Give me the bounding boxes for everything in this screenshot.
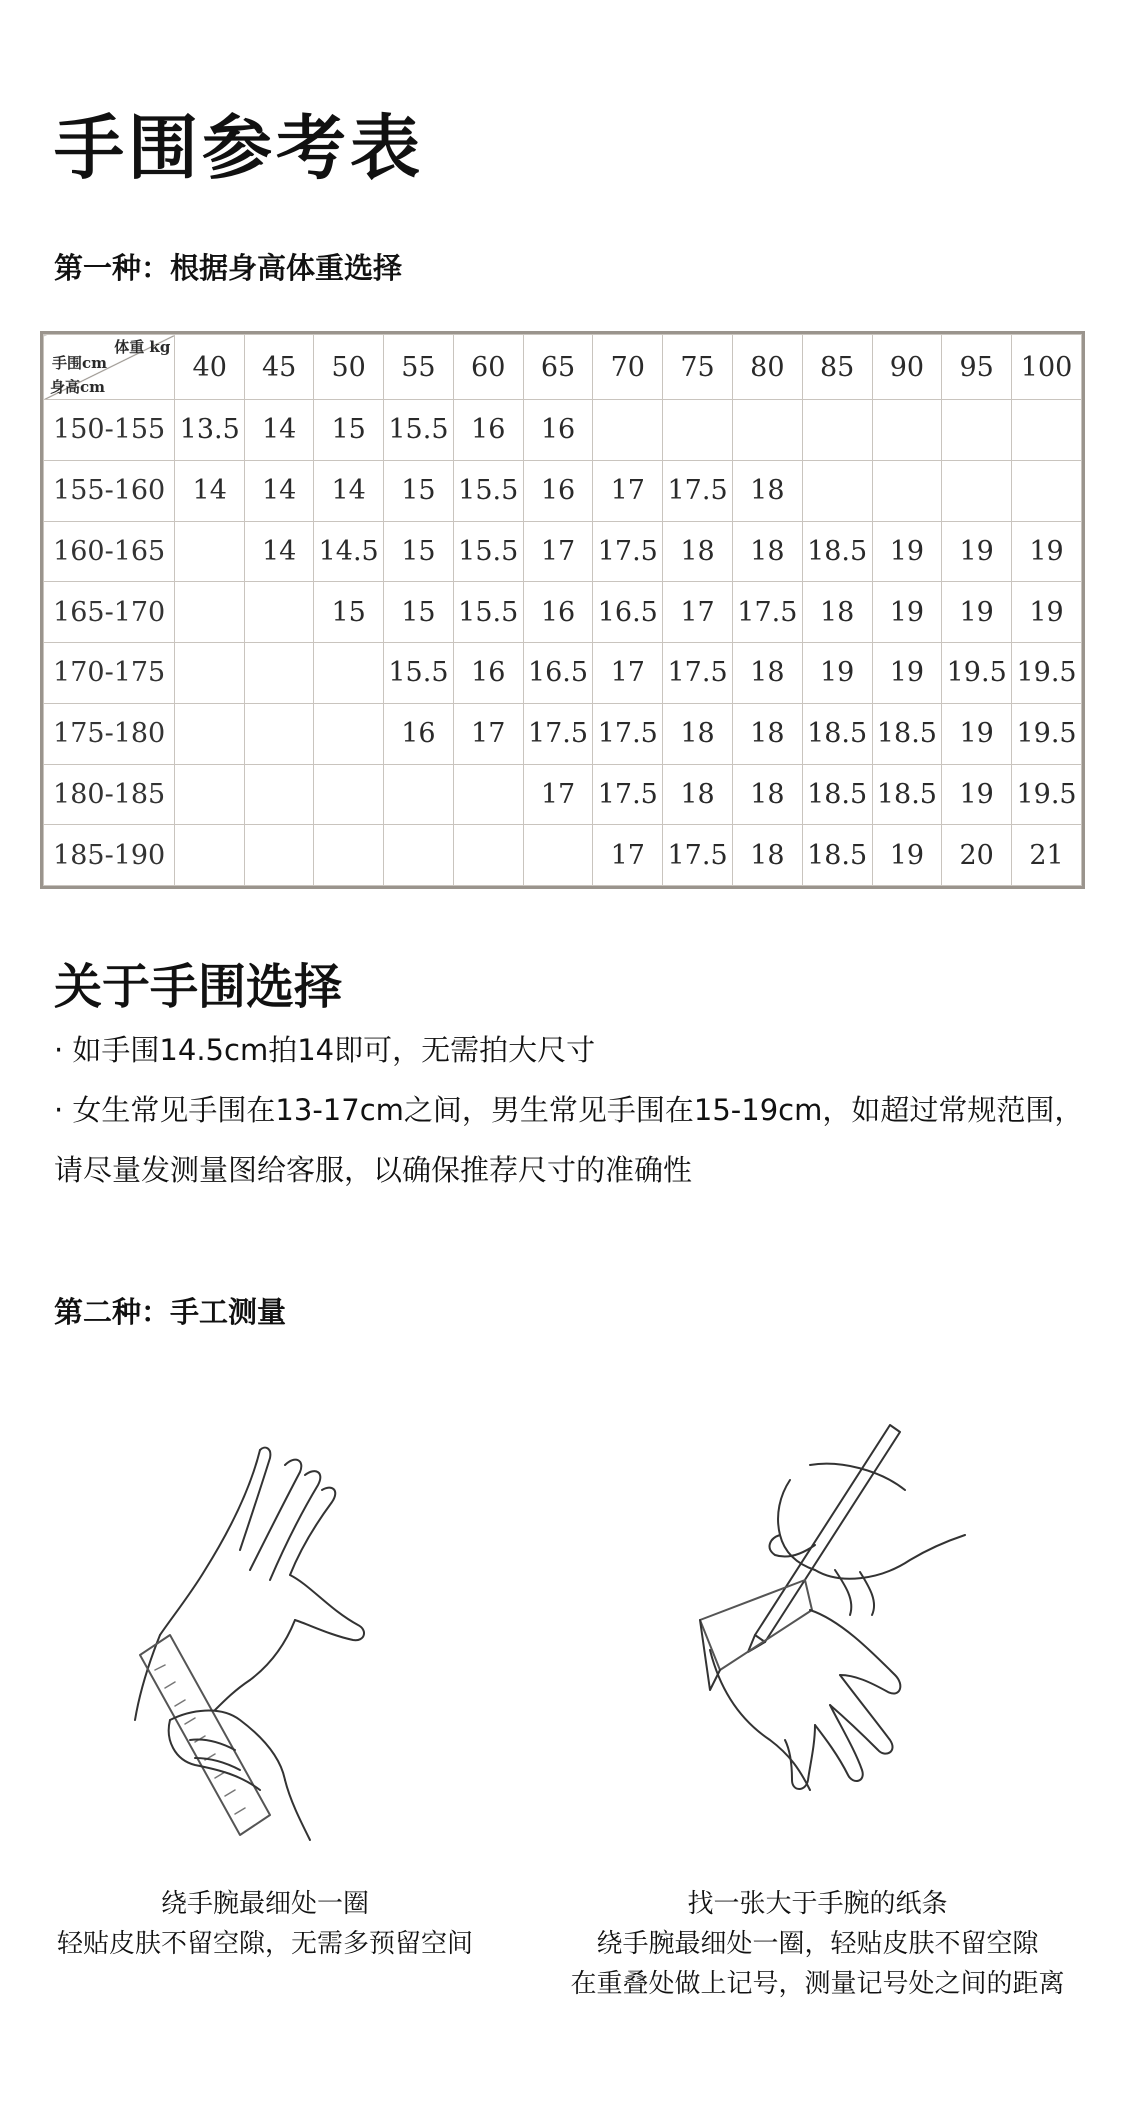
height-range-cell: 180-185 [44, 764, 175, 825]
wrist-size-cell: 19.5 [942, 643, 1012, 704]
wrist-size-cell: 17 [523, 764, 593, 825]
wrist-size-cell: 18 [732, 764, 802, 825]
wrist-size-cell [453, 825, 523, 886]
wrist-size-cell: 18.5 [802, 764, 872, 825]
wrist-size-cell: 15 [314, 400, 384, 461]
wrist-size-cell [245, 764, 314, 825]
wrist-size-cell: 16 [384, 703, 454, 764]
weight-header-cell: 50 [314, 335, 384, 400]
wrist-size-cell: 15.5 [453, 460, 523, 521]
wrist-size-cell: 15 [384, 582, 454, 643]
wrist-size-cell: 17.5 [593, 703, 663, 764]
wrist-size-cell [175, 703, 245, 764]
caption-left-line-2: 轻贴皮肤不留空隙，无需多预留空间 [56, 1929, 473, 1959]
wrist-size-cell [175, 521, 245, 582]
wrist-size-cell [872, 460, 942, 521]
wrist-size-cell [942, 400, 1012, 461]
wrist-size-cell: 15.5 [384, 643, 454, 704]
weight-header-cell: 80 [732, 335, 802, 400]
wrist-size-cell: 17 [593, 825, 663, 886]
corner-wrist-label: 手围cm [52, 354, 108, 372]
wrist-size-cell: 14.5 [314, 521, 384, 582]
wrist-size-cell [245, 643, 314, 704]
wrist-size-cell: 19 [942, 764, 1012, 825]
weight-header-cell: 100 [1012, 335, 1082, 400]
wrist-size-cell [802, 460, 872, 521]
table-row [44, 521, 1082, 582]
wrist-size-cell: 18 [663, 764, 733, 825]
wrist-size-cell: 17 [523, 521, 593, 582]
weight-header-cell: 40 [175, 335, 245, 400]
wrist-size-cell: 17.5 [663, 460, 733, 521]
wrist-size-cell [175, 764, 245, 825]
table-row [44, 400, 1082, 461]
wrist-size-cell: 17.5 [663, 643, 733, 704]
wrist-size-cell: 17 [593, 460, 663, 521]
weight-header-cell: 95 [942, 335, 1012, 400]
weight-header-cell: 60 [453, 335, 523, 400]
weight-header-cell: 90 [872, 335, 942, 400]
wrist-size-cell: 18 [802, 582, 872, 643]
wrist-size-cell: 16 [523, 582, 593, 643]
wrist-size-cell: 18 [732, 825, 802, 886]
wrist-size-cell [384, 825, 454, 886]
wrist-size-cell: 15 [384, 521, 454, 582]
wrist-size-cell: 16 [453, 400, 523, 461]
wrist-size-cell: 16.5 [593, 582, 663, 643]
wrist-size-cell: 14 [175, 460, 245, 521]
wrist-size-cell [942, 460, 1012, 521]
wrist-size-cell: 18.5 [802, 825, 872, 886]
wrist-size-cell: 15.5 [453, 521, 523, 582]
method-two-label: 第二种：手工测量 [54, 1295, 287, 1329]
wrist-size-cell: 18.5 [802, 703, 872, 764]
wrist-size-cell: 16 [523, 400, 593, 461]
wrist-size-cell: 19.5 [1012, 703, 1082, 764]
table-header-row [44, 335, 1082, 400]
wrist-size-cell: 18.5 [802, 521, 872, 582]
table-row [44, 764, 1082, 825]
weight-header-cell: 85 [802, 335, 872, 400]
table-row [44, 703, 1082, 764]
table-row [44, 460, 1082, 521]
table-corner-cell [44, 335, 175, 400]
wrist-size-cell: 18.5 [872, 703, 942, 764]
page-title: 手围参考表 [54, 107, 424, 189]
wrist-size-cell [245, 825, 314, 886]
wrist-size-cell: 19.5 [1012, 643, 1082, 704]
wrist-size-cell [384, 764, 454, 825]
wrist-size-cell: 19.5 [1012, 764, 1082, 825]
wrist-size-cell: 18.5 [872, 764, 942, 825]
wrist-size-cell: 18 [732, 460, 802, 521]
wrist-size-cell: 19 [1012, 521, 1082, 582]
wrist-size-cell: 17 [453, 703, 523, 764]
wrist-size-cell [802, 400, 872, 461]
caption-right-line-2: 绕手腕最细处一圈，轻贴皮肤不留空隙 [596, 1929, 1039, 1959]
height-range-cell: 165-170 [44, 582, 175, 643]
corner-weight-label: 体重 kg [114, 338, 171, 356]
wrist-size-cell [453, 764, 523, 825]
wrist-size-cell: 15 [384, 460, 454, 521]
wrist-size-cell [175, 643, 245, 704]
wrist-size-cell: 18 [663, 521, 733, 582]
height-range-cell: 175-180 [44, 703, 175, 764]
height-range-cell: 155-160 [44, 460, 175, 521]
table-row [44, 582, 1082, 643]
wrist-size-cell [1012, 460, 1082, 521]
wrist-size-cell [593, 400, 663, 461]
wrist-size-cell: 19 [802, 643, 872, 704]
wrist-size-cell [314, 764, 384, 825]
wrist-size-cell: 13.5 [175, 400, 245, 461]
wrist-size-cell [175, 825, 245, 886]
wrist-size-cell: 19 [1012, 582, 1082, 643]
tape-measure-illustration [110, 1420, 420, 1860]
wrist-size-cell: 14 [314, 460, 384, 521]
weight-header-cell: 70 [593, 335, 663, 400]
wrist-size-cell: 14 [245, 400, 314, 461]
wrist-size-cell: 17.5 [663, 825, 733, 886]
wrist-size-cell: 16.5 [523, 643, 593, 704]
wrist-size-cell: 14 [245, 521, 314, 582]
wrist-size-cell [872, 400, 942, 461]
weight-header-cell: 75 [663, 335, 733, 400]
wrist-size-cell: 18 [732, 703, 802, 764]
height-range-cell: 150-155 [44, 400, 175, 461]
wrist-size-cell [523, 825, 593, 886]
size-reference-table [40, 331, 1085, 889]
caption-left [20, 1884, 510, 1964]
height-range-cell: 170-175 [44, 643, 175, 704]
wrist-size-cell: 17 [663, 582, 733, 643]
caption-right [545, 1884, 1090, 2004]
wrist-size-cell: 17.5 [593, 521, 663, 582]
wrist-size-cell: 19 [872, 521, 942, 582]
wrist-size-cell: 17.5 [523, 703, 593, 764]
wrist-size-cell: 19 [872, 582, 942, 643]
wrist-size-cell: 15 [314, 582, 384, 643]
corner-height-label: 身高cm [50, 378, 106, 396]
wrist-size-cell: 20 [942, 825, 1012, 886]
height-range-cell: 160-165 [44, 521, 175, 582]
wrist-size-cell: 19 [942, 521, 1012, 582]
wrist-size-cell: 21 [1012, 825, 1082, 886]
method-one-label: 第一种：根据身高体重选择 [54, 251, 403, 285]
wrist-size-cell [314, 643, 384, 704]
wrist-size-cell [314, 703, 384, 764]
wrist-size-cell [175, 582, 245, 643]
caption-right-line-1: 找一张大于手腕的纸条 [687, 1889, 948, 1919]
about-heading: 关于手围选择 [54, 959, 343, 1015]
wrist-size-cell: 17 [593, 643, 663, 704]
table-row [44, 825, 1082, 886]
about-bullet-2: · 女生常见手围在13-17cm之间，男生常见手围在15-19cm，如超过常规范围，请尽量发测量图给客服，以确保推荐尺寸的准确性 [54, 1093, 1084, 1187]
wrist-size-cell: 17.5 [732, 582, 802, 643]
wrist-size-cell: 19 [942, 703, 1012, 764]
caption-left-line-1: 绕手腕最细处一圈 [160, 1889, 369, 1919]
weight-header-cell: 65 [523, 335, 593, 400]
wrist-size-cell: 14 [245, 460, 314, 521]
wrist-size-cell [245, 582, 314, 643]
wrist-size-cell [732, 400, 802, 461]
wrist-size-cell: 19 [872, 643, 942, 704]
weight-header-cell: 45 [245, 335, 314, 400]
wrist-size-cell: 16 [453, 643, 523, 704]
wrist-size-cell: 19 [942, 582, 1012, 643]
wrist-size-cell [314, 825, 384, 886]
wrist-size-cell: 15.5 [384, 400, 454, 461]
wrist-size-cell [245, 703, 314, 764]
wrist-size-cell: 18 [732, 643, 802, 704]
wrist-size-cell: 17.5 [593, 764, 663, 825]
wrist-size-cell: 15.5 [453, 582, 523, 643]
wrist-size-cell [1012, 400, 1082, 461]
about-bullet-1: · 如手围14.5cm拍14即可，无需拍大尺寸 [54, 1033, 596, 1067]
height-range-cell: 185-190 [44, 825, 175, 886]
table-row [44, 643, 1082, 704]
weight-header-cell: 55 [384, 335, 454, 400]
caption-right-line-3: 在重叠处做上记号，测量记号处之间的距离 [570, 1969, 1065, 1999]
wrist-size-cell [663, 400, 733, 461]
wrist-size-cell: 19 [872, 825, 942, 886]
paper-strip-illustration [640, 1420, 970, 1860]
wrist-size-cell: 18 [663, 703, 733, 764]
wrist-size-cell: 18 [732, 521, 802, 582]
wrist-size-cell: 16 [523, 460, 593, 521]
